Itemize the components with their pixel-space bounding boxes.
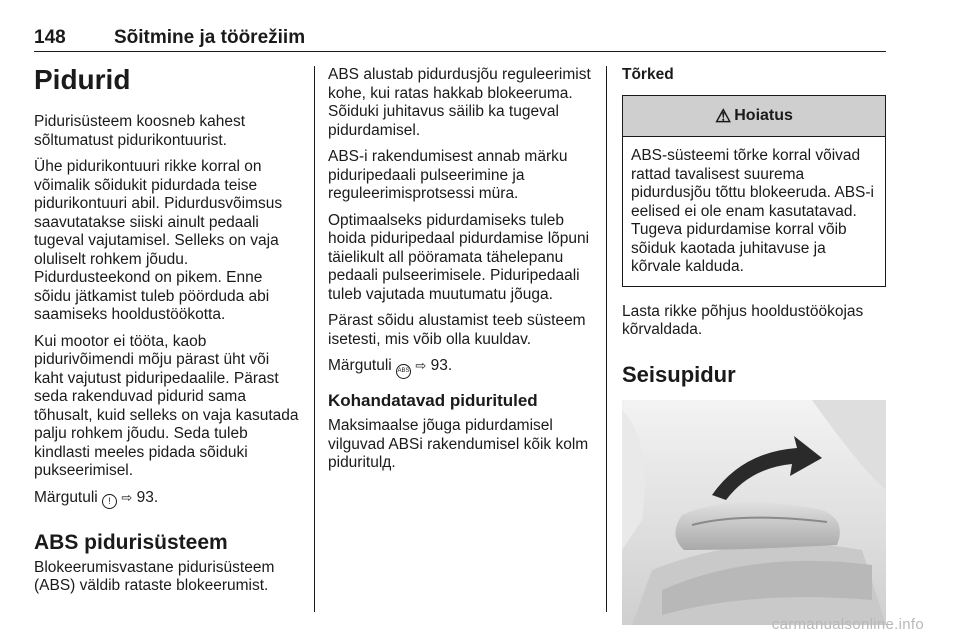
heading-abs: ABS pidurisüsteem — [34, 530, 228, 554]
column-3 — [622, 66, 886, 625]
indicator-reference — [34, 489, 302, 509]
column-divider — [606, 66, 607, 612]
paragraph: Pärast sõidu alustamist teeb süsteem isetesti, mis võib olla kuuldav. — [328, 312, 586, 348]
page-number: 148 — [34, 27, 66, 48]
paragraph: Lasta rikke põhjus hooldustöökojas kõrvaldada. — [622, 302, 864, 338]
reference-page[interactable]: 93. — [136, 488, 159, 506]
heading-faults: Tõrked — [622, 66, 674, 83]
column-1 — [34, 64, 302, 604]
paragraph: ABS-i rakendumisest annab märku piduripedaali pulseerimine ja reguleerimisprotsessi müra. — [328, 148, 568, 202]
paragraph: Pidurisüsteem koosneb kahest sõltumatust pidurikontuurist. — [34, 113, 246, 149]
paragraph: Optimaalseks pidurdamiseks tuleb hoida piduripedaal pidurdamise lõpuni täielikult all pööramata tähelepanu pedaali pulseerimisele. Piduripedaali tuleb vajutada muutumatu jõuga. — [328, 211, 590, 303]
page-ref-arrow-icon: ⇨ — [415, 358, 427, 373]
page-header — [34, 27, 886, 52]
paragraph: Maksimaalse jõuga pidurdamisel vilguvad ABSi rakendumisel kõik kolm piduritulд. — [328, 417, 589, 471]
warning-header — [623, 96, 885, 137]
paragraph: Ühe pidurikontuuri rikke korral on võimalik sõidukit pidurdada teise pidurikontuuri abil. Pidurdusvõimsus saavutatakse siiski ainult pedaali tugeval vajutamisel. Selleks on vaja oluliselt rohkem jõudu. Pidurdusteekond on pikem. Enne sõidu jätkamist tuleb pöörduda abi saamiseks hooldustöökotta. — [34, 158, 283, 323]
parking-brake-illustration — [622, 400, 886, 625]
reference-page[interactable]: 93. — [430, 357, 453, 374]
warning-box — [622, 95, 886, 287]
paragraph: Blokeerumisvastane pidurisüsteem (ABS) väldib rataste blokeerumist. — [34, 558, 275, 594]
watermark: carmanualsonline.info — [771, 616, 924, 633]
heading-parking-brake: Seisupidur — [622, 361, 736, 387]
paragraph: ABS alustab pidurdusjõu reguleerimist kohe, kui ratas hakkab blokeeruma. Sõiduki juhitavus säilib ka tugeval pidurdamisel. — [328, 66, 591, 139]
paragraph: Kui mootor ei tööta, kaob pidurivõimendi mõju pärast üht või kaht vajutust piduripedaalile. Pärast seda rakenduvad pidurid sama tõhusalt, kuid selleks on vaja kasutada palju rohkem jõudu. Seda tuleb kindlasti meeles pidada sõiduki pukseerimisel. — [34, 332, 299, 479]
reference-label: Märgutuli — [328, 357, 392, 374]
abs-warning-icon: ABS — [396, 364, 411, 379]
page-ref-arrow-icon: ⇨ — [121, 489, 133, 505]
column-divider — [314, 66, 315, 612]
indicator-reference — [328, 357, 593, 379]
warning-text: ABS-süsteemi tõrke korral võivad rattad tavalisest suurema pidurdusjõu tõttu blokeeruda. ABS-i eelised ei ole enam kasutatavad. Tugeva pidurdamise korral võib sõiduk kaotada juhitavuse ja kõrvale kalduda. — [631, 147, 874, 275]
heading-brakes: Pidurid — [34, 64, 131, 95]
parking-brake-lever-image — [622, 400, 886, 625]
section-title: Sõitmine ja töörežiim — [114, 27, 306, 48]
heading-adaptive-brake-lights: Kohandatavad pidurituled — [328, 391, 538, 410]
warning-triangle-icon: ⚠ — [715, 105, 732, 126]
brake-warning-icon: ! — [102, 494, 117, 509]
column-2 — [328, 66, 593, 481]
reference-label: Märgutuli — [34, 488, 98, 506]
warning-title: Hoiatus — [734, 106, 793, 124]
